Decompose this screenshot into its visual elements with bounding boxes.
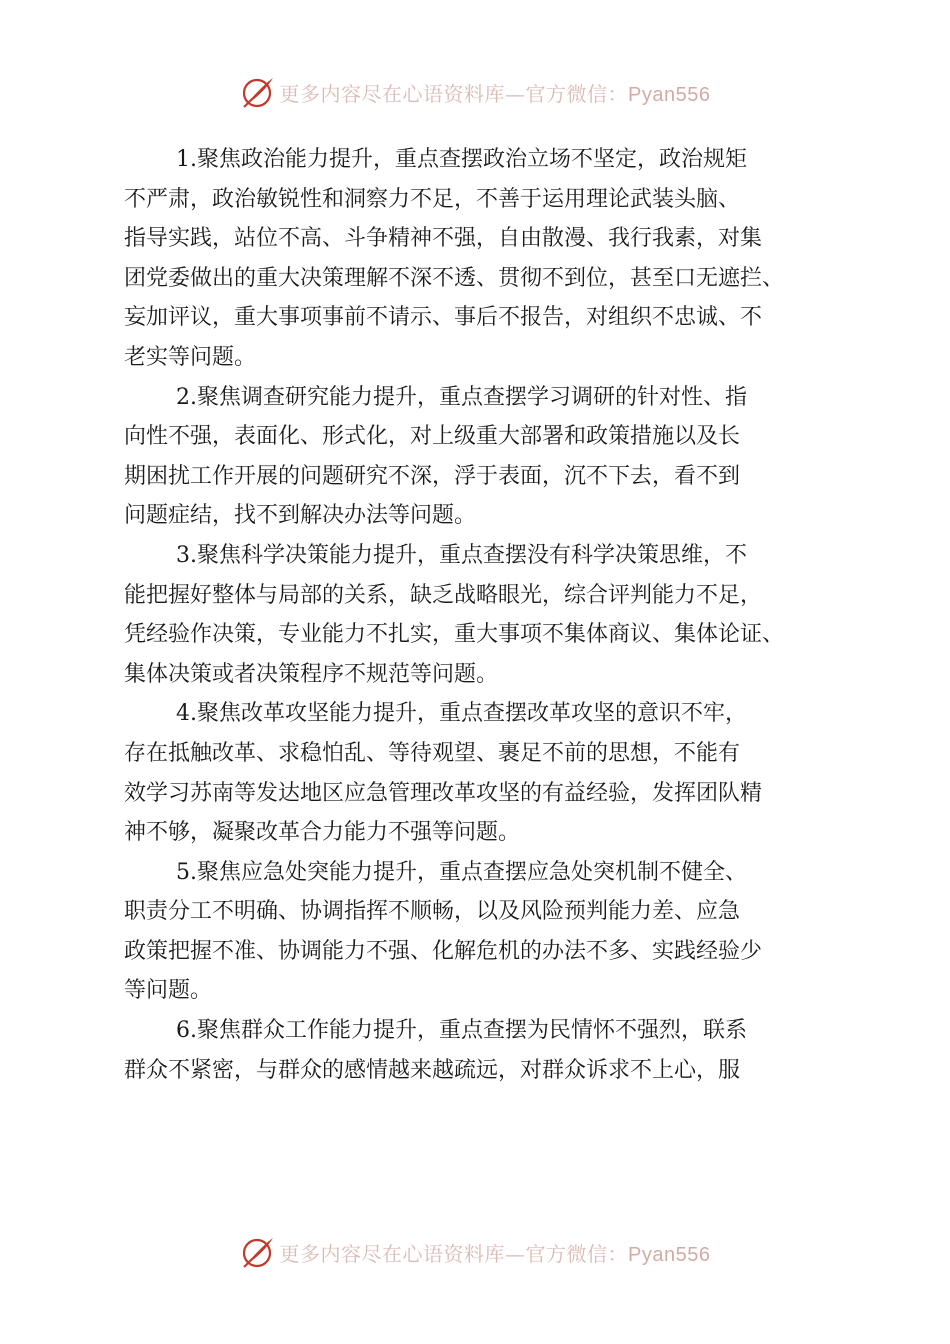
header-wechat-id: Pyan556: [628, 83, 711, 106]
footer-banner-slogan: 更多内容尽在心语资料库—官方微信：: [279, 1241, 629, 1266]
paragraph-line: 期困扰工作开展的问题研究不深，浮于表面，沉不下去，看不到: [124, 463, 741, 489]
paragraph-line: 1.聚焦政治能力提升，重点查摆政治立场不坚定，政治规矩: [176, 147, 747, 172]
paragraph-4: [124, 694, 854, 852]
paragraph-line: 向性不强，表面化、形式化，对上级重大部署和政策措施以及长: [124, 424, 741, 450]
paragraph-line: 凭经验作决策，专业能力不扎实，重大事项不集体商议、集体论证、: [124, 622, 785, 648]
footer-banner: [0, 1232, 950, 1272]
paragraph-1: [124, 140, 854, 378]
paragraph-6: [124, 1011, 854, 1090]
paragraph-line: 职责分工不明确、协调指挥不顺畅，以及风险预判能力差、应急: [124, 899, 741, 925]
paragraph-line: 妄加评议，重大事项事前不请示、事后不报告，对组织不忠诚、不: [124, 305, 763, 331]
paragraph-line: 集体决策或者决策程序不规范等问题。: [124, 661, 499, 687]
paragraph-line: 6.聚焦群众工作能力提升，重点查摆为民情怀不强烈，联系: [176, 1018, 747, 1044]
paragraph-line: 不严肃，政治敏锐性和洞察力不足，不善于运用理论武装头脑、: [124, 186, 741, 212]
footer-wechat-id: Pyan556: [628, 1243, 711, 1266]
paragraph-line: 群众不紧密，与群众的感情越来越疏远，对群众诉求不上心，服: [124, 1057, 741, 1083]
paragraph-line: 能把握好整体与局部的关系，缺乏战略眼光，综合评判能力不足，: [124, 582, 763, 608]
header-banner: [0, 72, 950, 112]
quill-logo-icon: [240, 1234, 276, 1270]
paragraph-line: 老实等问题。: [124, 344, 257, 370]
paragraph-line: 指导实践，站位不高、斗争精神不强，自由散漫、我行我素，对集: [124, 226, 763, 252]
paragraph-line: 5.聚焦应急处突能力提升，重点查摆应急处突机制不健全、: [176, 859, 747, 885]
document-body: [124, 140, 854, 1090]
paragraph-line: 4.聚焦改革攻坚能力提升，重点查摆改革攻坚的意识不牢，: [176, 701, 747, 727]
header-banner-slogan: 更多内容尽在心语资料库—官方微信：: [279, 81, 629, 106]
header-banner-text: [280, 78, 711, 107]
paragraph-line: 神不够，凝聚改革合力能力不强等问题。: [124, 820, 521, 846]
paragraph-2: [124, 378, 854, 536]
paragraph-line: 存在抵触改革、求稳怕乱、等待观望、裹足不前的思想，不能有: [124, 740, 741, 766]
paragraph-5: [124, 853, 854, 1011]
paragraph-3: [124, 536, 854, 694]
paragraph-line: 团党委做出的重大决策理解不深不透、贯彻不到位，甚至口无遮拦、: [124, 265, 785, 291]
paragraph-line: 2.聚焦调查研究能力提升，重点查摆学习调研的针对性、指: [176, 384, 747, 410]
paragraph-line: 等问题。: [124, 978, 213, 1004]
paragraph-line: 政策把握不准、协调能力不强、化解危机的办法不多、实践经验少: [124, 938, 763, 964]
paragraph-line: 问题症结，找不到解决办法等问题。: [124, 503, 477, 529]
footer-banner-text: [280, 1238, 711, 1267]
paragraph-line: 3.聚焦科学决策能力提升，重点查摆没有科学决策思维，不: [176, 542, 747, 568]
quill-logo-icon: [240, 74, 276, 110]
paragraph-line: 效学习苏南等发达地区应急管理改革攻坚的有益经验，发挥团队精: [124, 780, 763, 806]
